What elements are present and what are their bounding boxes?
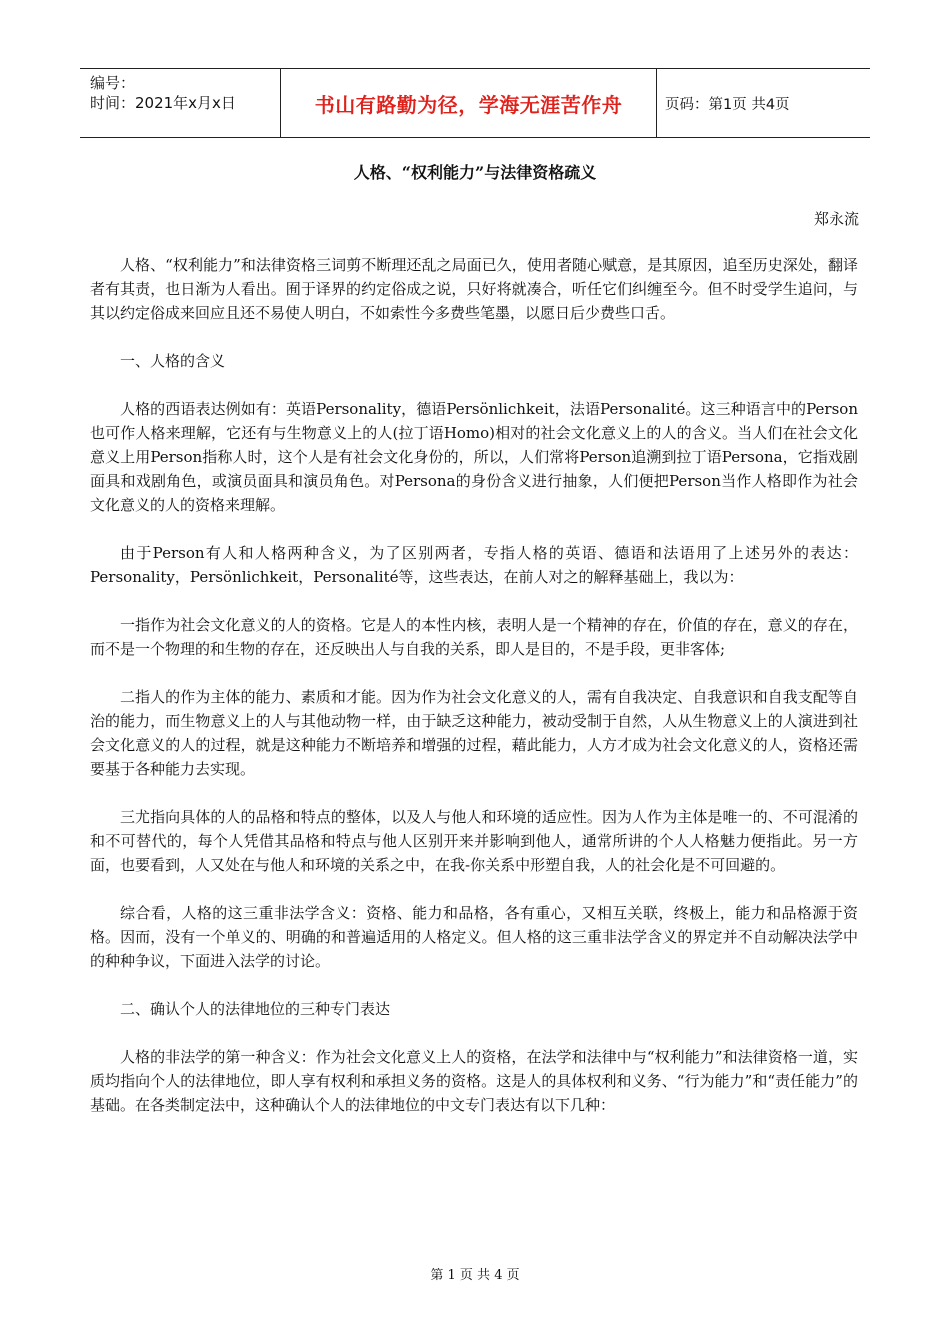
document-number-label: 编号： bbox=[90, 74, 136, 92]
paragraph: 人格的西语表达例如有：英语Personality，德语Persönlichkeit，法语Personalité。这三种语言中的Person也可作人格来理解，它还有与生物意义上的人(拉丁语Homo)相对的社会文化意义上的人的含义。当人们在社会文化意义上用Person指称人时，这个人是有社会文化身份的，所以，人们常将Person追溯到拉丁语Persona，它指戏剧面具和戏剧角色，或演员面具和演员角色。对Persona的身份含义进行抽象，人们便把Person当作人格即作为社会文化意义的人的资格来理解。 bbox=[90, 400, 858, 514]
author-name: 郑永流 bbox=[813, 210, 859, 228]
paragraph: 人格的非法学的第一种含义：作为社会文化意义上人的资格，在法学和法律中与“权利能力”和法律资格一道，实质均指向个人的法律地位，即人享有权利和承担义务的资格。这是人的具体权利和义务、“行为能力”和“责任能力”的基础。在各类制定法中，这种确认个人的法律地位的中文专门表达有以下几种： bbox=[90, 1048, 858, 1114]
section-heading-1: 一、人格的含义 bbox=[120, 352, 226, 370]
paragraph: 一指作为社会文化意义的人的资格。它是人的本性内核，表明人是一个精神的存在，价值的存在，意义的存在，而不是一个物理的和生物的存在，还反映出人与自我的关系，即人是目的，不是手段，更非客体; bbox=[90, 616, 858, 658]
paragraph: 三尤指向具体的人的品格和特点的整体，以及人与他人和环境的适应性。因为人作为主体是唯一的、不可混淆的和不可替代的，每个人凭借其品格和特点与他人区别开来并影响到他人，通常所讲的个人人格魅力便指此。另一方面，也要看到，人又处在与他人和环境的关系之中，在我-你关系中形塑自我，人的社会化是不可回避的。 bbox=[90, 808, 858, 874]
document-date-label: 时间：2021年x月x日 bbox=[90, 94, 236, 112]
header-page-cell bbox=[657, 69, 870, 137]
header-motto-cell bbox=[281, 69, 657, 137]
header-motto: 书山有路勤为径，学海无涯苦作舟 bbox=[314, 92, 623, 117]
document-body bbox=[90, 253, 858, 1141]
section-heading-2: 二、确认个人的法律地位的三种专门表达 bbox=[120, 1000, 391, 1018]
paragraph: 综合看，人格的这三重非法学含义：资格、能力和品格，各有重心，又相互关联，终极上，能力和品格源于资格。因而，没有一个单义的、明确的和普遍适用的人格定义。但人格的这三重非法学含义的界定并不自动解决法学中的种种争议，下面进入法学的讨论。 bbox=[90, 904, 858, 970]
paragraph: 二指人的作为主体的能力、素质和才能。因为作为社会文化意义的人，需有自我决定、自我意识和自我支配等自治的能力，而生物意义上的人与其他动物一样，由于缺乏这种能力，被动受制于自然，人从生物意义上的人演进到社会文化意义的人的过程，就是这种能力不断培养和增强的过程，藉此能力，人方才成为社会文化意义的人，资格还需要基于各种能力去实现。 bbox=[90, 688, 858, 778]
page-footer: 第 1 页 共 4 页 bbox=[430, 1268, 520, 1283]
header-page-info: 页码：第1页 共4页 bbox=[665, 96, 790, 113]
paragraph-intro: 人格、“权利能力”和法律资格三词剪不断理还乱之局面已久，使用者随心赋意，是其原因，追至历史深处，翻译者有其责，也日渐为人看出。囿于译界的约定俗成之说，只好将就凑合，听任它们纠缠至今。但不时受学生追问，与其以约定俗成来回应且还不易使人明白，不如索性今多费些笔墨，以愿日后少费些口舌。 bbox=[90, 256, 858, 322]
header-meta-cell bbox=[80, 69, 281, 137]
paragraph: 由于Person有人和人格两种含义，为了区别两者，专指人格的英语、德语和法语用了上述另外的表达：Personality，Persönlichkeit，Personalité等，这些表达，在前人对之的解释基础上，我以为： bbox=[90, 544, 858, 586]
document-title: 人格、“权利能力”与法律资格疏义 bbox=[353, 163, 597, 182]
header-table bbox=[80, 68, 870, 138]
